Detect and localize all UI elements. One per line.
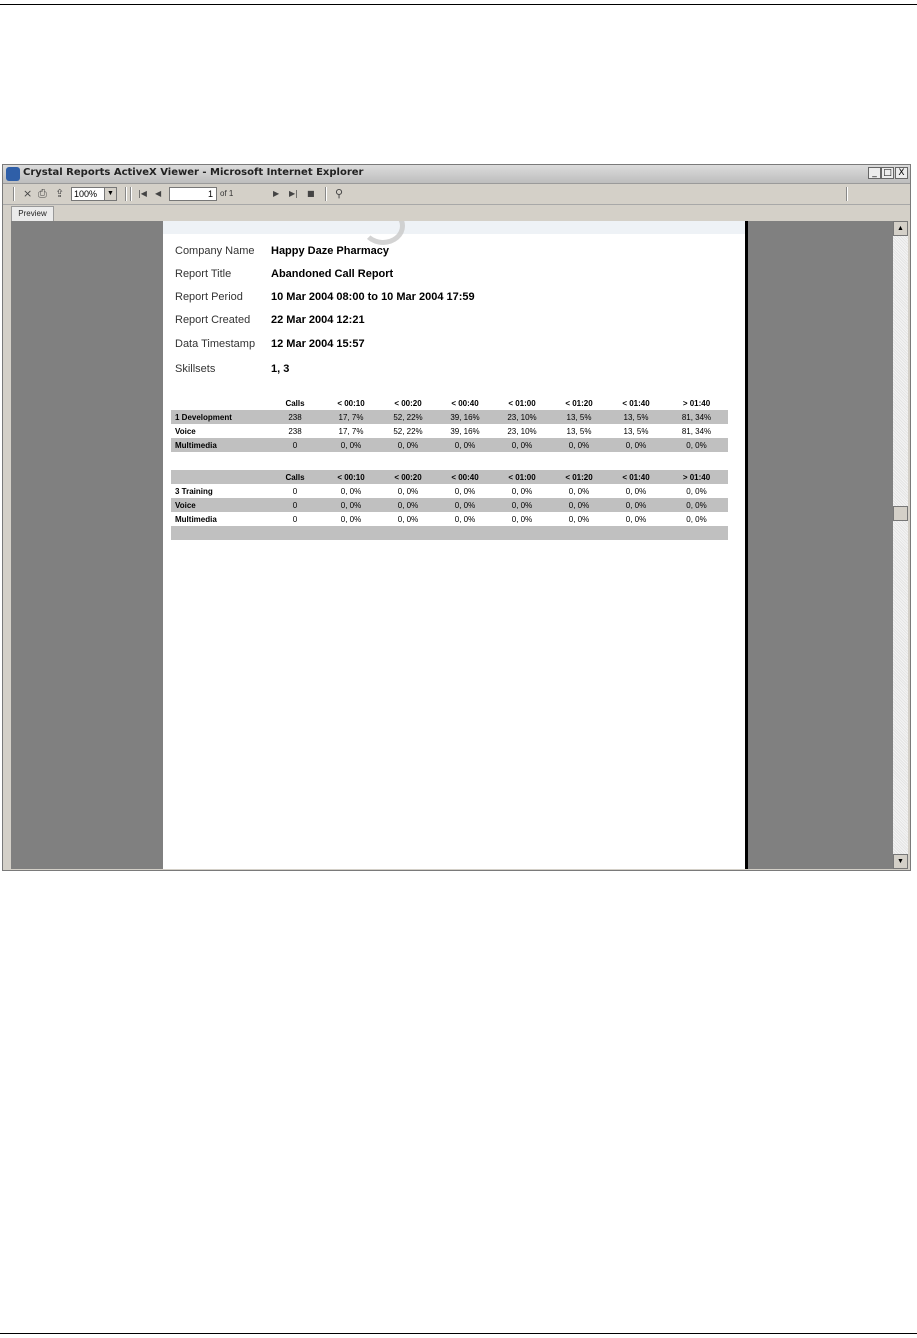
table-cell: 0, 0% — [454, 486, 476, 496]
table-cell: 238 — [267, 410, 323, 424]
row-label: Voice — [175, 426, 196, 436]
header-cell: < 00:20 — [394, 398, 422, 408]
table-cell: 13, 5% — [623, 426, 649, 436]
table-cell: 0, 0% — [511, 514, 533, 524]
meta-value-skillsets: 1, 3 — [271, 363, 290, 375]
table-cell: 0, 0% — [397, 514, 419, 524]
maximize-button[interactable]: □ — [881, 167, 894, 179]
header-cell: < 01:00 — [508, 398, 536, 408]
table-cell: 0, 0% — [340, 514, 362, 524]
close-icon[interactable]: × — [23, 187, 33, 200]
zoom-value: 100% — [74, 189, 98, 199]
table-cell: 0, 0% — [625, 486, 647, 496]
table-cell: 13, 5% — [551, 410, 607, 424]
table-cell: 0, 0% — [340, 486, 362, 496]
search-icon[interactable]: ⚲ — [335, 187, 344, 200]
header-cell — [171, 470, 267, 484]
table-cell: 52, 22% — [393, 426, 423, 436]
table-cell: 0, 0% — [437, 438, 493, 452]
meta-label-skillsets: Skillsets — [175, 363, 216, 375]
header-cell: < 00:40 — [451, 398, 479, 408]
toolbar-separator — [846, 187, 848, 201]
export-icon[interactable]: ⇪ — [55, 187, 65, 200]
meta-label-timestamp: Data Timestamp — [175, 338, 256, 350]
header-cell: < 01:00 — [493, 470, 551, 484]
table-cell: 0, 0% — [551, 498, 607, 512]
skillset-table-2 — [171, 470, 728, 540]
table-cell: 23, 10% — [507, 426, 537, 436]
header-cell: < 00:20 — [379, 470, 437, 484]
table-cell: 0, 0% — [607, 498, 665, 512]
table-cell: 0, 0% — [323, 498, 379, 512]
report-viewport — [11, 221, 893, 869]
table-header-row — [171, 470, 728, 484]
scroll-thumb[interactable] — [893, 506, 908, 521]
stop-icon[interactable]: ■ — [307, 189, 315, 198]
last-page-icon[interactable]: ▶| — [289, 189, 298, 198]
header-cell: < 00:10 — [337, 398, 365, 408]
table-cell: 0, 0% — [568, 486, 590, 496]
top-rule — [0, 4, 917, 5]
table-row — [171, 512, 728, 526]
table-cell: 81, 34% — [681, 426, 712, 436]
table-cell: 0 — [292, 486, 298, 496]
meta-value-created: 22 Mar 2004 12:21 — [271, 314, 365, 326]
toolbar-separator — [130, 187, 132, 201]
header-cell: < 01:20 — [565, 398, 593, 408]
table-cell: 0, 0% — [493, 498, 551, 512]
row-label: 3 Training — [175, 486, 213, 496]
meta-label-period: Report Period — [175, 291, 243, 303]
header-cell — [171, 396, 267, 410]
row-label: Voice — [171, 498, 267, 512]
table-row — [171, 410, 728, 424]
table-cell: 238 — [288, 426, 302, 436]
bottom-rule — [0, 1333, 917, 1334]
tab-preview[interactable]: Preview — [11, 206, 54, 222]
chevron-down-icon[interactable]: ▼ — [104, 188, 116, 200]
table-cell: 0, 0% — [665, 498, 728, 512]
watermark-logo — [361, 221, 405, 245]
print-icon[interactable]: ⎙ — [38, 187, 47, 200]
table-cell: 39, 16% — [450, 426, 480, 436]
header-cell: Calls — [285, 398, 305, 408]
table-footer-band — [171, 526, 728, 540]
table-cell: 81, 34% — [665, 410, 728, 424]
table-cell: 23, 10% — [493, 410, 551, 424]
row-label: Multimedia — [171, 438, 267, 452]
page-header-band — [163, 221, 745, 234]
table-cell: 13, 5% — [607, 410, 665, 424]
browser-window — [2, 164, 911, 871]
zoom-select[interactable] — [71, 187, 117, 201]
header-cell: > 01:40 — [682, 398, 711, 408]
table-footer-row — [171, 526, 728, 540]
table-row — [171, 484, 728, 498]
header-cell: < 01:20 — [551, 470, 607, 484]
meta-value-company: Happy Daze Pharmacy — [271, 245, 389, 257]
table-row — [171, 498, 728, 512]
table-cell: 0, 0% — [493, 438, 551, 452]
table-cell: 0, 0% — [323, 438, 379, 452]
table-cell: 0, 0% — [665, 438, 728, 452]
ie-icon — [6, 167, 20, 181]
table-cell: 0, 0% — [551, 438, 607, 452]
table-cell: 17, 7% — [323, 410, 379, 424]
table-cell: 0, 0% — [454, 514, 476, 524]
toolbar-separator — [125, 187, 127, 201]
header-cell: < 00:10 — [323, 470, 379, 484]
table-cell: 0, 0% — [379, 438, 437, 452]
table-cell: 0 — [267, 498, 323, 512]
vertical-scrollbar[interactable] — [893, 221, 908, 869]
header-cell: < 01:40 — [607, 470, 665, 484]
header-cell: < 01:40 — [622, 398, 650, 408]
table-cell: 0, 0% — [686, 514, 707, 524]
report-page — [163, 221, 748, 869]
next-page-icon[interactable]: ▶ — [273, 189, 280, 198]
window-title: Crystal Reports ActiveX Viewer - Microsoft Internet Explorer — [23, 167, 364, 178]
prev-page-icon[interactable]: ◀ — [155, 189, 162, 198]
close-window-button[interactable]: X — [895, 167, 908, 179]
toolbar-separator — [325, 187, 327, 201]
table-cell: 39, 16% — [437, 410, 493, 424]
meta-label-title: Report Title — [175, 268, 232, 280]
meta-value-period: 10 Mar 2004 08:00 to 10 Mar 2004 17:59 — [271, 291, 475, 303]
table-header-row — [171, 396, 728, 410]
table-cell: 0, 0% — [379, 498, 437, 512]
meta-label-created: Report Created — [175, 314, 251, 326]
meta-label-company: Company Name — [175, 245, 255, 257]
table-cell: 0, 0% — [686, 486, 707, 496]
table-row — [171, 424, 728, 438]
table-cell: 0, 0% — [511, 486, 533, 496]
minimize-button[interactable]: _ — [868, 167, 881, 179]
meta-value-timestamp: 12 Mar 2004 15:57 — [271, 338, 365, 350]
scroll-up-icon[interactable]: ▲ — [893, 221, 908, 236]
table-cell: 0, 0% — [607, 438, 665, 452]
table-cell: 13, 5% — [566, 426, 592, 436]
table-cell: 0, 0% — [397, 486, 419, 496]
skillset-table-1 — [171, 396, 728, 452]
scroll-down-icon[interactable]: ▼ — [893, 854, 908, 869]
page-count: of 1 — [220, 189, 234, 198]
table-row — [171, 438, 728, 452]
table-cell: 17, 7% — [338, 426, 364, 436]
table-cell: 0, 0% — [568, 514, 590, 524]
page-number-input[interactable]: 1 — [169, 187, 217, 201]
header-cell: < 00:40 — [437, 470, 493, 484]
header-cell: Calls — [267, 470, 323, 484]
meta-value-title: Abandoned Call Report — [271, 268, 394, 280]
table-cell: 0 — [267, 438, 323, 452]
row-label: 1 Development — [171, 410, 267, 424]
table-cell: 0 — [292, 514, 298, 524]
table-cell: 0, 0% — [437, 498, 493, 512]
table-cell: 52, 22% — [379, 410, 437, 424]
title-bar — [3, 165, 910, 184]
header-cell: > 01:40 — [665, 470, 728, 484]
first-page-icon[interactable]: |◀ — [138, 189, 147, 198]
viewer-toolbar — [3, 184, 910, 205]
row-label: Multimedia — [175, 514, 217, 524]
toolbar-separator — [13, 187, 15, 201]
table-cell: 0, 0% — [625, 514, 647, 524]
